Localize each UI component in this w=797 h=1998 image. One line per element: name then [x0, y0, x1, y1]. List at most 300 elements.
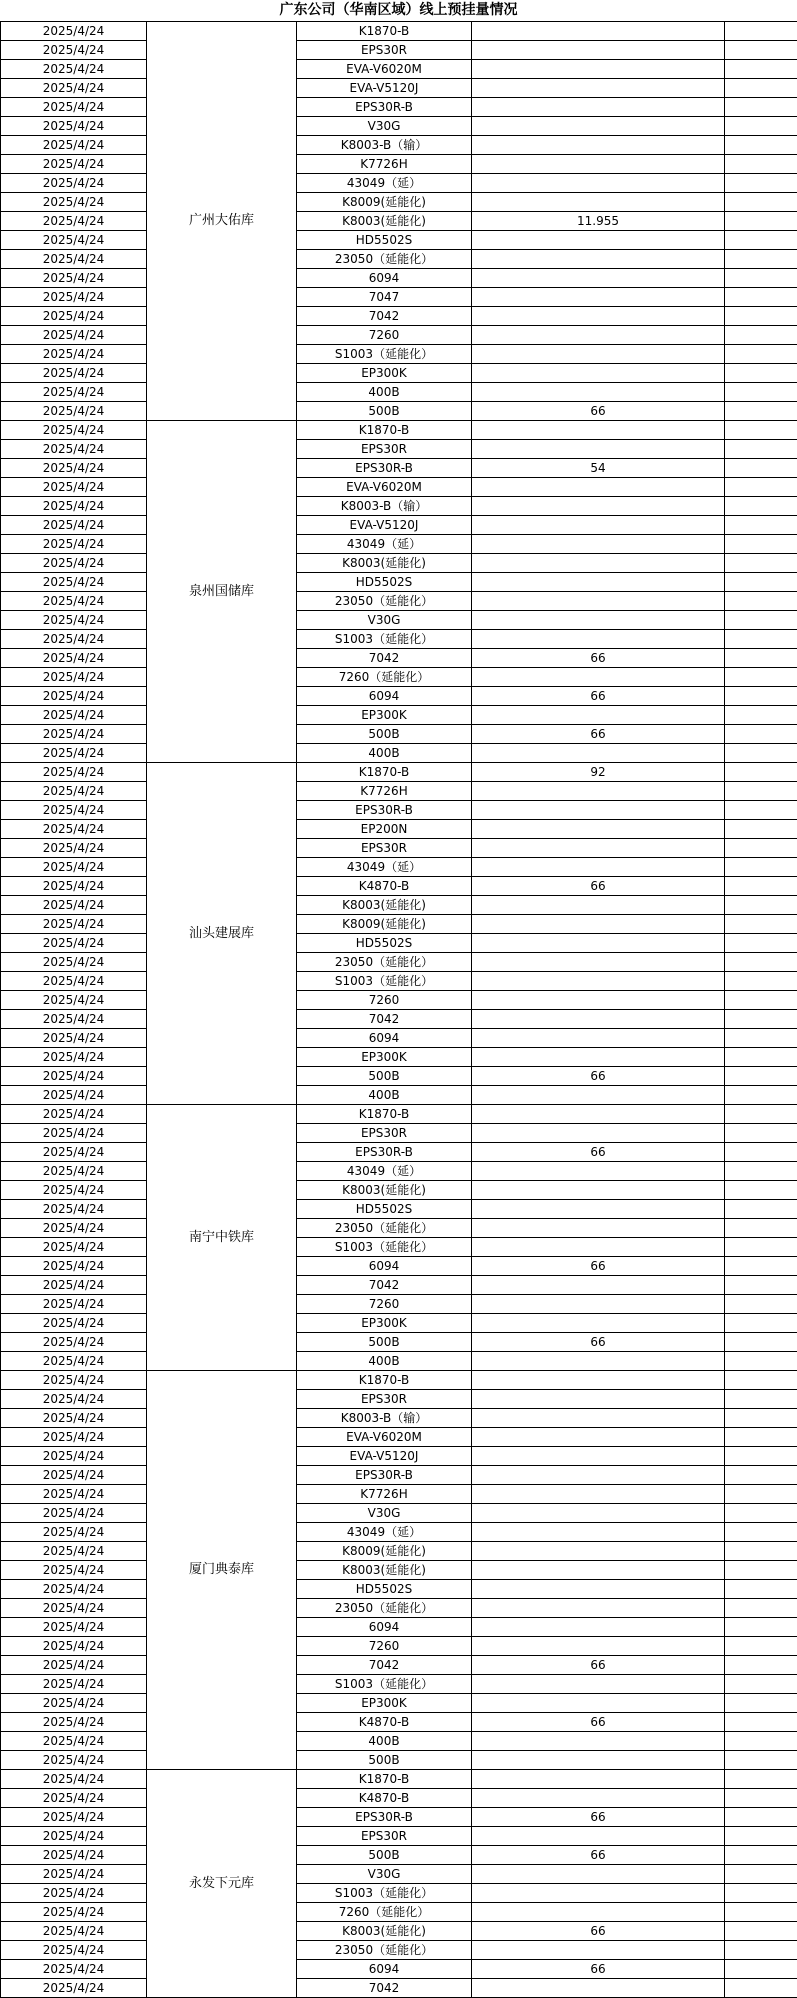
quantity-cell[interactable] [472, 1941, 725, 1960]
product-cell[interactable]: 23050（延能化） [297, 250, 472, 269]
empty-cell[interactable] [725, 554, 797, 573]
date-cell[interactable]: 2025/4/24 [1, 1485, 147, 1504]
quantity-cell[interactable] [472, 307, 725, 326]
empty-cell[interactable] [725, 573, 797, 592]
empty-cell[interactable] [725, 1276, 797, 1295]
product-cell[interactable]: S1003（延能化） [297, 630, 472, 649]
date-cell[interactable]: 2025/4/24 [1, 1846, 147, 1865]
date-cell[interactable]: 2025/4/24 [1, 1314, 147, 1333]
date-cell[interactable]: 2025/4/24 [1, 1067, 147, 1086]
product-cell[interactable]: K8003(延能化) [297, 212, 472, 231]
quantity-cell[interactable]: 66 [472, 649, 725, 668]
empty-cell[interactable] [725, 1390, 797, 1409]
quantity-cell[interactable] [472, 1770, 725, 1789]
empty-cell[interactable] [725, 1257, 797, 1276]
quantity-cell[interactable] [472, 98, 725, 117]
product-cell[interactable]: 6094 [297, 1960, 472, 1979]
date-cell[interactable]: 2025/4/24 [1, 820, 147, 839]
product-cell[interactable]: EPS30R [297, 1390, 472, 1409]
quantity-cell[interactable] [472, 934, 725, 953]
date-cell[interactable]: 2025/4/24 [1, 1219, 147, 1238]
product-cell[interactable]: EVA-V6020M [297, 1428, 472, 1447]
product-cell[interactable]: 6094 [297, 1029, 472, 1048]
product-cell[interactable]: 400B [297, 1086, 472, 1105]
quantity-cell[interactable] [472, 630, 725, 649]
empty-cell[interactable] [725, 288, 797, 307]
empty-cell[interactable] [725, 630, 797, 649]
empty-cell[interactable] [725, 877, 797, 896]
empty-cell[interactable] [725, 1086, 797, 1105]
empty-cell[interactable] [725, 1124, 797, 1143]
date-cell[interactable]: 2025/4/24 [1, 991, 147, 1010]
quantity-cell[interactable] [472, 1466, 725, 1485]
product-cell[interactable]: 7042 [297, 1276, 472, 1295]
product-cell[interactable]: EP300K [297, 1048, 472, 1067]
date-cell[interactable]: 2025/4/24 [1, 1542, 147, 1561]
quantity-cell[interactable] [472, 1618, 725, 1637]
empty-cell[interactable] [725, 1371, 797, 1390]
product-cell[interactable]: 7042 [297, 307, 472, 326]
empty-cell[interactable] [725, 668, 797, 687]
product-cell[interactable]: EPS30R-B [297, 459, 472, 478]
product-cell[interactable]: EVA-V6020M [297, 478, 472, 497]
quantity-cell[interactable]: 66 [472, 1143, 725, 1162]
date-cell[interactable]: 2025/4/24 [1, 1884, 147, 1903]
quantity-cell[interactable] [472, 1238, 725, 1257]
quantity-cell[interactable] [472, 478, 725, 497]
date-cell[interactable]: 2025/4/24 [1, 1200, 147, 1219]
quantity-cell[interactable] [472, 1010, 725, 1029]
product-cell[interactable]: EPS30R [297, 440, 472, 459]
product-cell[interactable]: EPS30R-B [297, 1808, 472, 1827]
empty-cell[interactable] [725, 1485, 797, 1504]
product-cell[interactable]: K1870-B [297, 22, 472, 41]
date-cell[interactable]: 2025/4/24 [1, 1143, 147, 1162]
empty-cell[interactable] [725, 1865, 797, 1884]
date-cell[interactable]: 2025/4/24 [1, 1675, 147, 1694]
empty-cell[interactable] [725, 1675, 797, 1694]
quantity-cell[interactable] [472, 497, 725, 516]
product-cell[interactable]: K7726H [297, 155, 472, 174]
date-cell[interactable]: 2025/4/24 [1, 79, 147, 98]
product-cell[interactable]: 500B [297, 1846, 472, 1865]
date-cell[interactable]: 2025/4/24 [1, 1371, 147, 1390]
quantity-cell[interactable] [472, 592, 725, 611]
empty-cell[interactable] [725, 1751, 797, 1770]
product-cell[interactable]: 6094 [297, 687, 472, 706]
empty-cell[interactable] [725, 1504, 797, 1523]
date-cell[interactable]: 2025/4/24 [1, 478, 147, 497]
empty-cell[interactable] [725, 117, 797, 136]
product-cell[interactable]: 7260 [297, 1295, 472, 1314]
quantity-cell[interactable] [472, 744, 725, 763]
product-cell[interactable]: K1870-B [297, 1770, 472, 1789]
empty-cell[interactable] [725, 1941, 797, 1960]
date-cell[interactable]: 2025/4/24 [1, 364, 147, 383]
date-cell[interactable]: 2025/4/24 [1, 535, 147, 554]
date-cell[interactable]: 2025/4/24 [1, 1238, 147, 1257]
product-cell[interactable]: EVA-V5120J [297, 1447, 472, 1466]
quantity-cell[interactable]: 66 [472, 1960, 725, 1979]
empty-cell[interactable] [725, 22, 797, 41]
empty-cell[interactable] [725, 1808, 797, 1827]
quantity-cell[interactable] [472, 1675, 725, 1694]
empty-cell[interactable] [725, 1694, 797, 1713]
date-cell[interactable]: 2025/4/24 [1, 706, 147, 725]
product-cell[interactable]: 7260（延能化） [297, 668, 472, 687]
product-cell[interactable]: EPS30R-B [297, 1466, 472, 1485]
product-cell[interactable]: K8009(延能化) [297, 1542, 472, 1561]
quantity-cell[interactable] [472, 972, 725, 991]
empty-cell[interactable] [725, 972, 797, 991]
warehouse-cell[interactable]: 南宁中铁库 [147, 1105, 297, 1371]
empty-cell[interactable] [725, 364, 797, 383]
date-cell[interactable]: 2025/4/24 [1, 1428, 147, 1447]
empty-cell[interactable] [725, 1618, 797, 1637]
quantity-cell[interactable] [472, 22, 725, 41]
quantity-cell[interactable] [472, 345, 725, 364]
date-cell[interactable]: 2025/4/24 [1, 1637, 147, 1656]
date-cell[interactable]: 2025/4/24 [1, 269, 147, 288]
quantity-cell[interactable] [472, 364, 725, 383]
empty-cell[interactable] [725, 1713, 797, 1732]
date-cell[interactable]: 2025/4/24 [1, 1124, 147, 1143]
date-cell[interactable]: 2025/4/24 [1, 1979, 147, 1998]
quantity-cell[interactable] [472, 1599, 725, 1618]
date-cell[interactable]: 2025/4/24 [1, 1409, 147, 1428]
quantity-cell[interactable] [472, 554, 725, 573]
date-cell[interactable]: 2025/4/24 [1, 1713, 147, 1732]
date-cell[interactable]: 2025/4/24 [1, 1808, 147, 1827]
quantity-cell[interactable] [472, 516, 725, 535]
date-cell[interactable]: 2025/4/24 [1, 782, 147, 801]
empty-cell[interactable] [725, 1105, 797, 1124]
quantity-cell[interactable] [472, 1789, 725, 1808]
date-cell[interactable]: 2025/4/24 [1, 668, 147, 687]
quantity-cell[interactable] [472, 1181, 725, 1200]
empty-cell[interactable] [725, 1067, 797, 1086]
date-cell[interactable]: 2025/4/24 [1, 592, 147, 611]
empty-cell[interactable] [725, 763, 797, 782]
empty-cell[interactable] [725, 611, 797, 630]
product-cell[interactable]: 43049（延） [297, 535, 472, 554]
quantity-cell[interactable]: 66 [472, 1067, 725, 1086]
quantity-cell[interactable]: 66 [472, 1846, 725, 1865]
quantity-cell[interactable] [472, 60, 725, 79]
quantity-cell[interactable] [472, 250, 725, 269]
product-cell[interactable]: K1870-B [297, 1105, 472, 1124]
date-cell[interactable]: 2025/4/24 [1, 1941, 147, 1960]
product-cell[interactable]: EPS30R-B [297, 801, 472, 820]
empty-cell[interactable] [725, 1523, 797, 1542]
quantity-cell[interactable] [472, 1580, 725, 1599]
empty-cell[interactable] [725, 1542, 797, 1561]
empty-cell[interactable] [725, 516, 797, 535]
product-cell[interactable]: EP300K [297, 1314, 472, 1333]
empty-cell[interactable] [725, 383, 797, 402]
product-cell[interactable]: HD5502S [297, 573, 472, 592]
date-cell[interactable]: 2025/4/24 [1, 1048, 147, 1067]
quantity-cell[interactable] [472, 1694, 725, 1713]
product-cell[interactable]: 6094 [297, 269, 472, 288]
empty-cell[interactable] [725, 1637, 797, 1656]
product-cell[interactable]: HD5502S [297, 934, 472, 953]
date-cell[interactable]: 2025/4/24 [1, 1010, 147, 1029]
product-cell[interactable]: 23050（延能化） [297, 1219, 472, 1238]
date-cell[interactable]: 2025/4/24 [1, 250, 147, 269]
empty-cell[interactable] [725, 1314, 797, 1333]
product-cell[interactable]: EP200N [297, 820, 472, 839]
date-cell[interactable]: 2025/4/24 [1, 1276, 147, 1295]
empty-cell[interactable] [725, 174, 797, 193]
empty-cell[interactable] [725, 839, 797, 858]
date-cell[interactable]: 2025/4/24 [1, 573, 147, 592]
date-cell[interactable]: 2025/4/24 [1, 1656, 147, 1675]
product-cell[interactable]: EPS30R-B [297, 98, 472, 117]
product-cell[interactable]: 400B [297, 383, 472, 402]
quantity-cell[interactable] [472, 1352, 725, 1371]
quantity-cell[interactable] [472, 611, 725, 630]
warehouse-cell[interactable]: 泉州国储库 [147, 421, 297, 763]
empty-cell[interactable] [725, 687, 797, 706]
quantity-cell[interactable]: 92 [472, 763, 725, 782]
quantity-cell[interactable] [472, 1561, 725, 1580]
date-cell[interactable]: 2025/4/24 [1, 896, 147, 915]
empty-cell[interactable] [725, 402, 797, 421]
quantity-cell[interactable] [472, 1409, 725, 1428]
product-cell[interactable]: 6094 [297, 1257, 472, 1276]
quantity-cell[interactable]: 66 [472, 687, 725, 706]
product-cell[interactable]: K8003(延能化) [297, 1181, 472, 1200]
empty-cell[interactable] [725, 79, 797, 98]
empty-cell[interactable] [725, 307, 797, 326]
quantity-cell[interactable] [472, 41, 725, 60]
empty-cell[interactable] [725, 1010, 797, 1029]
product-cell[interactable]: K8003(延能化) [297, 1922, 472, 1941]
product-cell[interactable]: 6094 [297, 1618, 472, 1637]
product-cell[interactable]: 23050（延能化） [297, 1599, 472, 1618]
date-cell[interactable]: 2025/4/24 [1, 1580, 147, 1599]
empty-cell[interactable] [725, 1333, 797, 1352]
product-cell[interactable]: K8003-B（输） [297, 136, 472, 155]
quantity-cell[interactable]: 66 [472, 402, 725, 421]
quantity-cell[interactable] [472, 1371, 725, 1390]
empty-cell[interactable] [725, 459, 797, 478]
empty-cell[interactable] [725, 1181, 797, 1200]
quantity-cell[interactable]: 66 [472, 1333, 725, 1352]
quantity-cell[interactable] [472, 421, 725, 440]
empty-cell[interactable] [725, 706, 797, 725]
empty-cell[interactable] [725, 1428, 797, 1447]
empty-cell[interactable] [725, 858, 797, 877]
date-cell[interactable]: 2025/4/24 [1, 1390, 147, 1409]
quantity-cell[interactable] [472, 1504, 725, 1523]
empty-cell[interactable] [725, 592, 797, 611]
date-cell[interactable]: 2025/4/24 [1, 1352, 147, 1371]
product-cell[interactable]: 400B [297, 1732, 472, 1751]
product-cell[interactable]: 7042 [297, 1979, 472, 1998]
product-cell[interactable]: S1003（延能化） [297, 1238, 472, 1257]
product-cell[interactable]: K8003-B（输） [297, 497, 472, 516]
date-cell[interactable]: 2025/4/24 [1, 345, 147, 364]
date-cell[interactable]: 2025/4/24 [1, 1599, 147, 1618]
quantity-cell[interactable] [472, 896, 725, 915]
product-cell[interactable]: K1870-B [297, 1371, 472, 1390]
empty-cell[interactable] [725, 155, 797, 174]
quantity-cell[interactable] [472, 858, 725, 877]
product-cell[interactable]: EPS30R [297, 41, 472, 60]
product-cell[interactable]: 500B [297, 1067, 472, 1086]
quantity-cell[interactable] [472, 440, 725, 459]
date-cell[interactable]: 2025/4/24 [1, 459, 147, 478]
date-cell[interactable]: 2025/4/24 [1, 1447, 147, 1466]
date-cell[interactable]: 2025/4/24 [1, 763, 147, 782]
product-cell[interactable]: 23050（延能化） [297, 1941, 472, 1960]
date-cell[interactable]: 2025/4/24 [1, 858, 147, 877]
product-cell[interactable]: 7260 [297, 991, 472, 1010]
quantity-cell[interactable] [472, 1523, 725, 1542]
empty-cell[interactable] [725, 478, 797, 497]
date-cell[interactable]: 2025/4/24 [1, 98, 147, 117]
date-cell[interactable]: 2025/4/24 [1, 1029, 147, 1048]
date-cell[interactable]: 2025/4/24 [1, 402, 147, 421]
quantity-cell[interactable] [472, 1314, 725, 1333]
date-cell[interactable]: 2025/4/24 [1, 497, 147, 516]
quantity-cell[interactable] [472, 155, 725, 174]
date-cell[interactable]: 2025/4/24 [1, 934, 147, 953]
product-cell[interactable]: 43049（延） [297, 858, 472, 877]
quantity-cell[interactable]: 66 [472, 1257, 725, 1276]
quantity-cell[interactable] [472, 1751, 725, 1770]
date-cell[interactable]: 2025/4/24 [1, 326, 147, 345]
date-cell[interactable]: 2025/4/24 [1, 22, 147, 41]
quantity-cell[interactable] [472, 1637, 725, 1656]
product-cell[interactable]: V30G [297, 1865, 472, 1884]
product-cell[interactable]: 7042 [297, 1010, 472, 1029]
quantity-cell[interactable] [472, 706, 725, 725]
empty-cell[interactable] [725, 1960, 797, 1979]
quantity-cell[interactable] [472, 668, 725, 687]
empty-cell[interactable] [725, 934, 797, 953]
empty-cell[interactable] [725, 1656, 797, 1675]
quantity-cell[interactable] [472, 1200, 725, 1219]
quantity-cell[interactable] [472, 1390, 725, 1409]
empty-cell[interactable] [725, 212, 797, 231]
product-cell[interactable]: K8009(延能化) [297, 915, 472, 934]
warehouse-cell[interactable]: 厦门典泰库 [147, 1371, 297, 1770]
date-cell[interactable]: 2025/4/24 [1, 1295, 147, 1314]
empty-cell[interactable] [725, 1029, 797, 1048]
product-cell[interactable]: V30G [297, 117, 472, 136]
date-cell[interactable]: 2025/4/24 [1, 554, 147, 573]
product-cell[interactable]: S1003（延能化） [297, 345, 472, 364]
warehouse-cell[interactable]: 广州大佑库 [147, 22, 297, 421]
empty-cell[interactable] [725, 497, 797, 516]
quantity-cell[interactable] [472, 1029, 725, 1048]
product-cell[interactable]: 500B [297, 725, 472, 744]
warehouse-cell[interactable]: 永发下元库 [147, 1770, 297, 1998]
product-cell[interactable]: K4870-B [297, 1713, 472, 1732]
product-cell[interactable]: HD5502S [297, 1580, 472, 1599]
quantity-cell[interactable] [472, 193, 725, 212]
date-cell[interactable]: 2025/4/24 [1, 1827, 147, 1846]
quantity-cell[interactable]: 66 [472, 877, 725, 896]
quantity-cell[interactable] [472, 117, 725, 136]
product-cell[interactable]: EP300K [297, 364, 472, 383]
empty-cell[interactable] [725, 744, 797, 763]
empty-cell[interactable] [725, 231, 797, 250]
product-cell[interactable]: EP300K [297, 706, 472, 725]
quantity-cell[interactable] [472, 383, 725, 402]
date-cell[interactable]: 2025/4/24 [1, 212, 147, 231]
empty-cell[interactable] [725, 1979, 797, 1998]
quantity-cell[interactable] [472, 1162, 725, 1181]
product-cell[interactable]: K8009(延能化) [297, 193, 472, 212]
date-cell[interactable]: 2025/4/24 [1, 307, 147, 326]
quantity-cell[interactable] [472, 1428, 725, 1447]
quantity-cell[interactable] [472, 1105, 725, 1124]
date-cell[interactable]: 2025/4/24 [1, 1466, 147, 1485]
date-cell[interactable]: 2025/4/24 [1, 231, 147, 250]
product-cell[interactable]: 7260（延能化） [297, 1903, 472, 1922]
date-cell[interactable]: 2025/4/24 [1, 1903, 147, 1922]
empty-cell[interactable] [725, 345, 797, 364]
date-cell[interactable]: 2025/4/24 [1, 516, 147, 535]
product-cell[interactable]: S1003（延能化） [297, 972, 472, 991]
quantity-cell[interactable]: 66 [472, 1808, 725, 1827]
date-cell[interactable]: 2025/4/24 [1, 630, 147, 649]
date-cell[interactable]: 2025/4/24 [1, 421, 147, 440]
product-cell[interactable]: 43049（延） [297, 1162, 472, 1181]
quantity-cell[interactable] [472, 174, 725, 193]
date-cell[interactable]: 2025/4/24 [1, 1162, 147, 1181]
quantity-cell[interactable] [472, 288, 725, 307]
quantity-cell[interactable] [472, 1485, 725, 1504]
product-cell[interactable]: 23050（延能化） [297, 953, 472, 972]
empty-cell[interactable] [725, 1143, 797, 1162]
date-cell[interactable]: 2025/4/24 [1, 1181, 147, 1200]
quantity-cell[interactable] [472, 1542, 725, 1561]
date-cell[interactable]: 2025/4/24 [1, 1960, 147, 1979]
quantity-cell[interactable] [472, 326, 725, 345]
date-cell[interactable]: 2025/4/24 [1, 117, 147, 136]
product-cell[interactable]: K7726H [297, 782, 472, 801]
empty-cell[interactable] [725, 1580, 797, 1599]
quantity-cell[interactable] [472, 1903, 725, 1922]
product-cell[interactable]: K8003-B（输） [297, 1409, 472, 1428]
empty-cell[interactable] [725, 1599, 797, 1618]
quantity-cell[interactable]: 54 [472, 459, 725, 478]
empty-cell[interactable] [725, 1561, 797, 1580]
product-cell[interactable]: K4870-B [297, 877, 472, 896]
product-cell[interactable]: 7042 [297, 1656, 472, 1675]
date-cell[interactable]: 2025/4/24 [1, 60, 147, 79]
product-cell[interactable]: 23050（延能化） [297, 592, 472, 611]
quantity-cell[interactable]: 66 [472, 1922, 725, 1941]
quantity-cell[interactable]: 11.955 [472, 212, 725, 231]
product-cell[interactable]: HD5502S [297, 231, 472, 250]
product-cell[interactable]: K1870-B [297, 763, 472, 782]
quantity-cell[interactable] [472, 801, 725, 820]
product-cell[interactable]: K8003(延能化) [297, 554, 472, 573]
product-cell[interactable]: K1870-B [297, 421, 472, 440]
product-cell[interactable]: 400B [297, 744, 472, 763]
empty-cell[interactable] [725, 1884, 797, 1903]
empty-cell[interactable] [725, 725, 797, 744]
product-cell[interactable]: S1003（延能化） [297, 1675, 472, 1694]
product-cell[interactable]: EVA-V5120J [297, 516, 472, 535]
quantity-cell[interactable] [472, 1979, 725, 1998]
